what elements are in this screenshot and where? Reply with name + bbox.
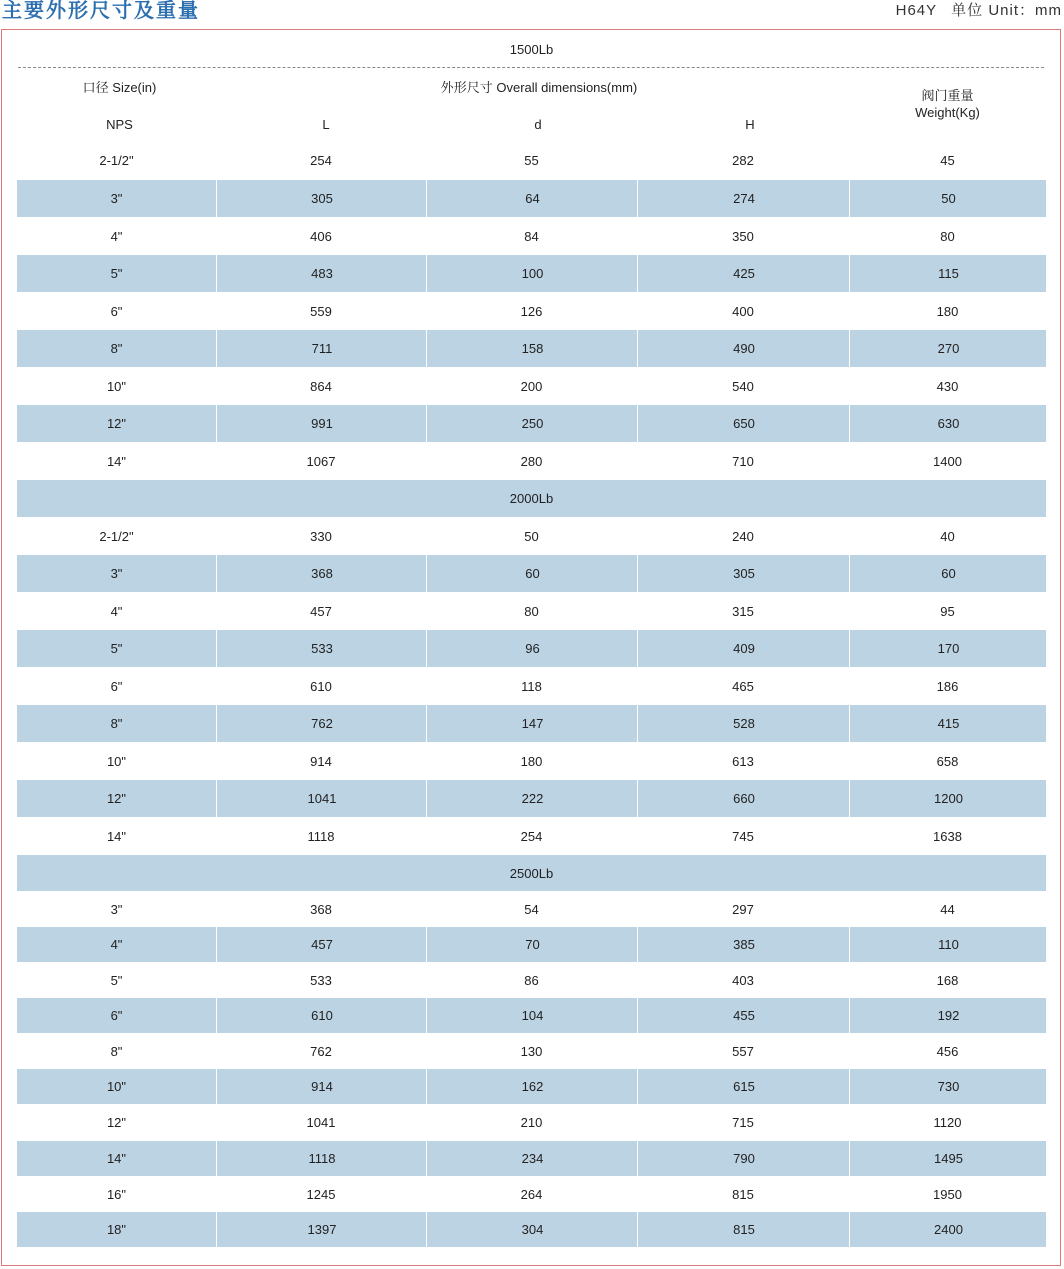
cell-size: 14" [106, 829, 127, 844]
cell-d: 84 [524, 229, 539, 244]
cell-size: 12" [106, 1115, 127, 1130]
cell-size: 2-1/2" [99, 529, 134, 544]
cell-l: 1041 [216, 780, 427, 817]
model-code: H64Y [895, 2, 938, 19]
cell-size: 12" [106, 416, 127, 431]
table-row [17, 1212, 1046, 1247]
table-row [17, 593, 1046, 630]
table-row [17, 1033, 1046, 1069]
cell-size: 18" [106, 1222, 127, 1237]
cell-d: 86 [524, 972, 539, 988]
table-row [17, 443, 1046, 480]
cell-weight: 430 [936, 379, 959, 394]
cell-weight: 1638 [933, 829, 962, 844]
cell-d: 50 [524, 529, 539, 544]
table-row [17, 891, 1046, 927]
cell-h: 490 [637, 330, 850, 367]
table-row [17, 368, 1046, 405]
table-row [17, 1104, 1046, 1141]
cell-l: 368 [216, 555, 427, 592]
cell-size: 4" [110, 604, 123, 619]
cell-size: 3" [110, 901, 123, 917]
table-row [17, 998, 1046, 1033]
unit-text: 单位 Unit：mm [951, 2, 1062, 19]
cell-h: 715 [732, 1115, 754, 1130]
cell-l: 610 [310, 679, 332, 694]
cell-l: 305 [216, 180, 427, 217]
cell-weight: 1495 [849, 1141, 1047, 1176]
cell-weight: 456 [936, 1043, 959, 1059]
cell-h: 385 [637, 927, 850, 962]
cell-l: 406 [310, 229, 332, 244]
sub-header-h: H [745, 116, 755, 132]
cell-h: 815 [637, 1212, 850, 1247]
cell-h: 282 [732, 153, 754, 168]
table-row [17, 818, 1046, 855]
table-row [17, 255, 1046, 292]
section-row [17, 855, 1046, 891]
cell-d: 80 [524, 604, 539, 619]
unit-label [896, 0, 1062, 22]
cell-l: 610 [216, 998, 427, 1033]
cell-l: 559 [310, 304, 332, 319]
cell-h: 425 [637, 255, 850, 292]
cell-size: 14" [106, 454, 127, 469]
table-row [17, 927, 1046, 962]
section-label: 2000Lb [509, 491, 554, 506]
cell-h: 297 [732, 901, 754, 917]
cell-size: 10" [106, 754, 127, 769]
col-weight-header [849, 86, 1046, 122]
cell-size: 5" [110, 972, 123, 988]
section-row [17, 480, 1046, 517]
cell-weight: 730 [849, 1069, 1047, 1104]
table-row [17, 780, 1046, 817]
cell-size: 16" [106, 1186, 127, 1202]
cell-size: 8" [110, 341, 123, 356]
cell-d: 55 [524, 153, 539, 168]
table-row [17, 142, 1046, 179]
cell-weight: 110 [849, 927, 1047, 962]
table-row [17, 1141, 1046, 1176]
table-row [17, 330, 1046, 367]
cell-l: 1118 [307, 829, 335, 844]
cell-weight: 95 [940, 604, 955, 619]
cell-h: 660 [637, 780, 850, 817]
table-row [17, 705, 1046, 742]
cell-d: 210 [520, 1115, 543, 1130]
table-row [17, 405, 1046, 442]
cell-l: 864 [310, 379, 332, 394]
cell-d: 130 [520, 1043, 543, 1059]
table-row [17, 555, 1046, 592]
cell-size: 4" [110, 937, 123, 952]
cell-h: 613 [732, 754, 754, 769]
cell-d: 96 [426, 630, 638, 667]
table-row [17, 630, 1046, 667]
cell-h: 274 [637, 180, 850, 217]
cell-size: 3" [110, 191, 123, 206]
cell-weight: 50 [849, 180, 1047, 217]
cell-weight: 630 [849, 405, 1047, 442]
cell-d: 126 [520, 304, 543, 319]
sub-header-l: L [322, 116, 330, 132]
cell-d: 234 [426, 1141, 638, 1176]
cell-d: 222 [426, 780, 638, 817]
table-row [17, 218, 1046, 255]
cell-d: 180 [520, 754, 543, 769]
cell-size: 8" [110, 1043, 123, 1059]
cell-h: 745 [732, 829, 754, 844]
cell-l: 483 [216, 255, 427, 292]
cell-h: 403 [732, 972, 754, 988]
cell-weight: 415 [849, 705, 1047, 742]
cell-l: 1067 [306, 454, 336, 469]
cell-weight: 80 [940, 229, 955, 244]
dashed-divider [18, 67, 1044, 68]
cell-l: 991 [216, 405, 427, 442]
cell-weight: 1950 [933, 1186, 962, 1202]
cell-l: 762 [216, 705, 427, 742]
cell-weight: 1120 [933, 1115, 962, 1130]
cell-size: 5" [110, 266, 123, 281]
cell-l: 762 [310, 1043, 332, 1059]
cell-h: 409 [637, 630, 850, 667]
cell-h: 557 [732, 1043, 754, 1059]
cell-size: 10" [106, 1079, 127, 1094]
cell-d: 54 [524, 901, 539, 917]
weight-header-en: Weight(Kg) [915, 105, 980, 120]
cell-h: 315 [732, 604, 754, 619]
cell-weight: 1200 [849, 780, 1047, 817]
cell-d: 118 [521, 679, 542, 694]
cell-l: 533 [310, 972, 332, 988]
cell-weight: 180 [936, 304, 959, 319]
cell-size: 6" [110, 1008, 123, 1023]
cell-weight: 186 [936, 679, 959, 694]
cell-d: 200 [520, 379, 543, 394]
cell-d: 254 [520, 829, 543, 844]
cell-d: 250 [426, 405, 638, 442]
cell-l: 914 [310, 754, 332, 769]
sub-header-d: d [534, 116, 542, 132]
cell-size: 6" [110, 304, 123, 319]
col-size-header: 口径 Size(in) [82, 79, 157, 95]
cell-l: 457 [310, 604, 332, 619]
table-row [17, 962, 1046, 998]
cell-h: 815 [732, 1186, 754, 1202]
cell-size: 3" [110, 566, 123, 581]
cell-l: 1118 [216, 1141, 427, 1176]
table-row [17, 1176, 1046, 1212]
cell-h: 790 [637, 1141, 850, 1176]
cell-d: 64 [426, 180, 638, 217]
cell-size: 14" [106, 1151, 127, 1166]
cell-weight: 44 [940, 901, 955, 917]
cell-size: 4" [110, 229, 123, 244]
cell-d: 158 [426, 330, 638, 367]
cell-weight: 40 [940, 529, 955, 544]
section-label: 2500Lb [509, 865, 554, 881]
cell-size: 5" [110, 641, 123, 656]
cell-h: 240 [732, 529, 754, 544]
cell-size: 8" [110, 716, 123, 731]
cell-l: 457 [216, 927, 427, 962]
cell-l: 254 [310, 153, 332, 168]
table-row [17, 180, 1046, 217]
cell-h: 350 [732, 229, 754, 244]
cell-d: 60 [426, 555, 638, 592]
cell-weight: 60 [849, 555, 1047, 592]
cell-h: 528 [637, 705, 850, 742]
cell-l: 914 [216, 1069, 427, 1104]
cell-size: 2-1/2" [99, 153, 134, 168]
cell-d: 147 [426, 705, 638, 742]
cell-size: 10" [106, 379, 127, 394]
cell-weight: 115 [849, 255, 1047, 292]
table-row [17, 668, 1046, 705]
cell-weight: 270 [849, 330, 1047, 367]
cell-size: 6" [110, 679, 123, 694]
table-row [17, 1069, 1046, 1104]
table-row [17, 293, 1046, 330]
cell-weight: 658 [936, 754, 959, 769]
cell-h: 710 [732, 454, 754, 469]
cell-h: 540 [732, 379, 754, 394]
cell-d: 100 [426, 255, 638, 292]
weight-header-cn: 阀门重量 [921, 88, 974, 103]
cell-h: 615 [637, 1069, 850, 1104]
page-title: 主要外形尺寸及重量 [2, 0, 200, 22]
section-label-1500lb: 1500Lb [509, 41, 554, 57]
cell-d: 264 [520, 1186, 543, 1202]
cell-d: 162 [426, 1069, 638, 1104]
col-dimensions-header: 外形尺寸 Overall dimensions(mm) [440, 79, 638, 95]
cell-l: 330 [310, 529, 332, 544]
cell-l: 1245 [306, 1186, 336, 1202]
cell-weight: 168 [936, 972, 959, 988]
cell-h: 400 [732, 304, 754, 319]
cell-h: 650 [637, 405, 850, 442]
cell-l: 711 [216, 330, 427, 367]
cell-weight: 45 [940, 153, 955, 168]
cell-h: 455 [637, 998, 850, 1033]
cell-h: 305 [637, 555, 850, 592]
cell-size: 12" [106, 791, 127, 806]
cell-l: 368 [310, 901, 332, 917]
cell-l: 1041 [306, 1115, 336, 1130]
cell-weight: 192 [849, 998, 1047, 1033]
cell-weight: 1400 [933, 454, 962, 469]
cell-d: 280 [520, 454, 543, 469]
sub-header-nps: NPS [106, 116, 133, 132]
cell-d: 104 [426, 998, 638, 1033]
cell-weight: 170 [849, 630, 1047, 667]
cell-l: 1397 [216, 1212, 427, 1247]
cell-weight: 2400 [849, 1212, 1047, 1247]
cell-d: 304 [426, 1212, 638, 1247]
table-row [17, 518, 1046, 555]
cell-l: 533 [216, 630, 427, 667]
cell-d: 70 [426, 927, 638, 962]
table-row [17, 743, 1046, 780]
cell-h: 465 [732, 679, 754, 694]
